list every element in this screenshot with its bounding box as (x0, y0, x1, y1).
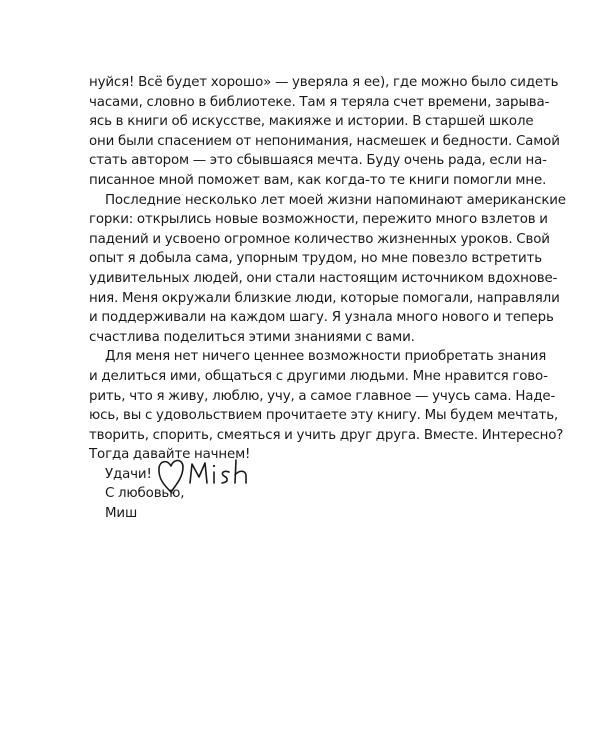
text-line: писанное мной поможет вам, как когда-то те книги помогли мне. (89, 172, 547, 188)
closing-name: Миш (105, 506, 138, 522)
signature-letter-h (235, 460, 246, 483)
closing-wish: Удачи! (105, 466, 152, 482)
text-line: удивительных людей, они стали настоящим источником вдохнове- (89, 270, 558, 286)
text-line: опыт я добыла сама, упорным трудом, но мне повезло встретить (89, 251, 542, 267)
text-line: падений и усвоено огромное количество жизненных уроков. Свой (89, 231, 550, 247)
signature-letter-m (190, 463, 207, 483)
text-line: ясь в книги об искусстве, макияже и истории. В старшей школе (89, 114, 534, 130)
text-line: и делиться ими, общаться с другими людьми. Мне нравится гово- (89, 368, 548, 384)
body-text (89, 73, 566, 524)
text-line: часами, словно в библиотеке. Там я теряла счет времени, зарыва- (89, 94, 550, 110)
text-line: юсь, вы с удовольствием прочитаете эту книгу. Мы будем мечтать, (89, 408, 559, 424)
text-line: творить, спорить, смеяться и учить друг друга. Вместе. Интересно? (89, 427, 564, 443)
text-line: стать автором — это сбывшаяся мечта. Буду очень рада, если на- (89, 153, 547, 169)
text-line: ния. Меня окружали близкие люди, которые помогали, направляли (89, 290, 560, 306)
signature-letter-s (222, 471, 229, 483)
signature-dot (213, 465, 215, 467)
text-line: горки: открылись новые возможности, пережито много взлетов и (89, 212, 548, 228)
text-line: Последние несколько лет моей жизни напоминают американские (105, 192, 566, 208)
heart-icon (159, 460, 183, 492)
handwritten-signature (156, 446, 266, 496)
text-line: нуйся! Всё будет хорошо» — уверяла я ее), где можно было сидеть (89, 75, 559, 90)
text-line: Для меня нет ничего ценнее возможности приобретать знания (105, 349, 547, 365)
text-line: они были спасением от непонимания, насмешек и бедности. Самой (89, 133, 560, 149)
text-line: и поддерживали на каждом шагу. Я узнала много нового и теперь (89, 310, 554, 326)
closing-regards: С любовью, (105, 486, 185, 502)
text-line: рить, что я живу, люблю, учу, а самое главное — учусь сама. Наде- (89, 388, 556, 404)
text-line: счастлива поделиться этими знаниями с вами. (89, 329, 415, 345)
text-line: Тогда давайте начнем! (89, 447, 251, 463)
